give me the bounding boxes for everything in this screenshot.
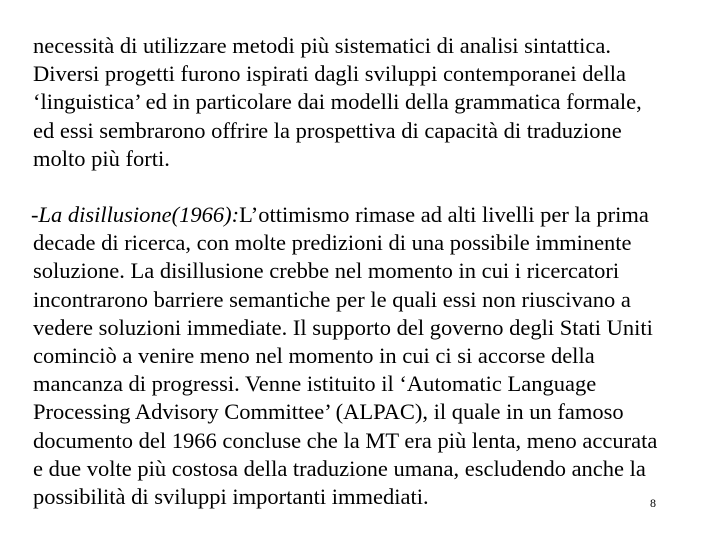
text-line: incontrarono barriere semantiche per le quali essi non riuscivano a bbox=[33, 286, 631, 312]
text-line: decade di ricerca, con molte predizioni di una possibile imminente bbox=[33, 230, 632, 256]
section-heading: -La disillusione(1966): bbox=[31, 202, 240, 227]
text-line bbox=[0, 201, 657, 229]
text-line: cominciò a venire meno nel momento in cui ci si accorse della bbox=[33, 343, 595, 369]
text-line: Processing Advisory Committee’ (ALPAC), il quale in un famoso bbox=[33, 399, 624, 425]
text-line: Diversi progetti furono ispirati dagli sviluppi contemporanei della bbox=[33, 61, 626, 87]
text-line: ed essi sembrarono offrire la prospettiva di capacità di traduzione bbox=[33, 117, 622, 143]
text-line: vedere soluzioni immediate. Il supporto del governo degli Stati Uniti bbox=[33, 314, 653, 340]
text-line: mancanza di progressi. Venne istituito il ‘Automatic Language bbox=[33, 371, 597, 397]
text-line: soluzione. La disillusione crebbe nel momento in cui i ricercatori bbox=[33, 258, 620, 284]
text-line: ‘linguistica’ ed in particolare dai modelli della grammatica formale, bbox=[33, 89, 642, 115]
text-line: possibilità di sviluppi importanti immediati. bbox=[33, 484, 429, 510]
text-line: e due volte più costosa della traduzione umana, escludendo anche la bbox=[33, 455, 646, 481]
paragraph-disillusione bbox=[0, 201, 657, 511]
text-fragment: L’ottimismo rimase ad alti livelli per la prima bbox=[239, 202, 649, 227]
text-line: necessità di utilizzare metodi più sistematici di analisi sintattica. bbox=[33, 33, 611, 58]
text-line: documento del 1966 concluse che la MT era più lenta, meno accurata bbox=[33, 427, 658, 453]
paragraph-intro bbox=[0, 32, 642, 173]
page-number: 8 bbox=[650, 496, 656, 510]
text-line: molto più forti. bbox=[33, 145, 170, 171]
